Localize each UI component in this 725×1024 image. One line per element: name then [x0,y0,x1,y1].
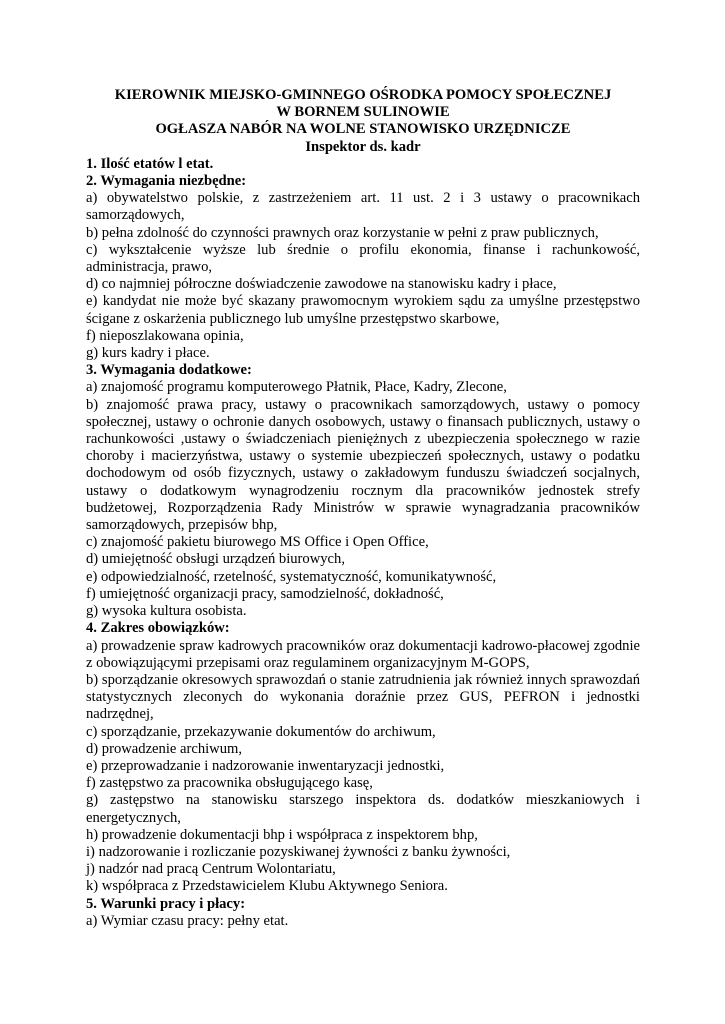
list-item: g) wysoka kultura osobista. [86,603,247,620]
list-item: g) kurs kadry i płace. [86,345,210,362]
list-item: e) odpowiedzialność, rzetelność, systematyczność, komunikatywność, [86,568,497,585]
title-line-announcement: OGŁASZA NABÓR NA WOLNE STANOWISKO URZĘDNICZE [155,121,571,138]
list-item: c) wykształcenie wyższe lub średnie o profilu ekonomia, finanse i rachunkowość, administracja, prawo, [86,241,640,276]
section-heading-positions: 1. Ilość etatów l etat. [86,155,214,172]
list-item: f) umiejętność organizacji pracy, samodzielność, dokładność, [86,585,444,602]
list-item: b) sporządzanie okresowych sprawozdań o stanie zatrudnienia jak również innych sprawozdań statystycznych zleconych do wykonania doraźnie przez GUS, PEFRON i jednostki nadrzędnej, [86,671,640,723]
list-item: g) zastępstwo na stanowisku starszego inspektora ds. dodatków mieszkaniowych i energetycznych, [86,792,640,826]
section-heading-duties: 4. Zakres obowiązków: [86,620,230,637]
title-line-institution: KIEROWNIK MIEJSKO-GMINNEGO OŚRODKA POMOCY SPOŁECZNEJ [114,87,612,103]
list-item: a) prowadzenie spraw kadrowych pracowników oraz dokumentacji kadrowo-płacowej zgodnie z obowiązującymi przepisami oraz regulaminem organizacyjnym M-GOPS, [86,637,640,671]
document-title [86,87,640,156]
list-item: d) co najmniej półroczne doświadczenie zawodowe na stanowisku kadry i płace, [86,276,557,293]
section-heading-conditions: 5. Warunki pracy i płacy: [86,895,246,912]
list-item: c) sporządzanie, przekazywanie dokumentów do archiwum, [86,723,436,740]
list-item: a) Wymiar czasu pracy: pełny etat. [86,912,289,929]
list-item: b) znajomość prawa pracy, ustawy o pracownikach samorządowych, ustawy o pomocy społecznej, ustawy o ochronie danych osobowych, ustawy o finansach publicznych, ustawy o rachunkowości ,ustawy o świadczeniach pieniężnych z ubezpieczenia społecznego w razie choroby i macierzyństwa, ustawy o systemie ubezpieczeń społecznych, ustawy o podatku dochodowym od osób fizycznych, ustawy o zakładowym funduszu świadczeń socjalnych, ustawy o dodatkowym wynagrodzeniu rocznym dla pracowników jednostek strefy budżetowej, Rozporządzenia Rady Ministrów w sprawie wynagradzania pracowników samorządowych, przepisów bhp, [86,396,640,534]
title-line-location: W BORNEM SULINOWIE [276,104,450,121]
list-item: b) pełna zdolność do czynności prawnych oraz korzystanie w pełni z praw publicznych, [86,224,599,241]
list-item: d) umiejętność obsługi urządzeń biurowych, [86,551,345,568]
list-item: f) nieposzlakowana opinia, [86,327,244,344]
list-item: e) kandydat nie może być skazany prawomocnym wyrokiem sądu za umyślne przestępstwo ścigane z oskarżenia publicznego lub umyślne przestępstwo skarbowe, [86,293,640,327]
section-heading-required: 2. Wymagania niezbędne: [86,173,247,190]
list-item: f) zastępstwo za pracownika obsługującego kasę, [86,775,373,792]
list-item: a) znajomość programu komputerowego Płatnik, Płace, Kadry, Zlecone, [86,379,507,396]
list-item: i) nadzorowanie i rozliczanie pozyskiwanej żywności z banku żywności, [86,843,511,860]
list-item: k) współpraca z Przedstawicielem Klubu Aktywnego Seniora. [86,878,448,895]
document-page [86,87,640,930]
list-item: e) przeprowadzanie i nadzorowanie inwentaryzacji jednostki, [86,757,445,774]
list-item: h) prowadzenie dokumentacji bhp i współpraca z inspektorem bhp, [86,826,478,843]
list-item: j) nadzór nad pracą Centrum Wolontariatu, [86,861,336,878]
list-item: c) znajomość pakietu biurowego MS Office i Open Office, [86,534,429,551]
list-item: d) prowadzenie archiwum, [86,740,243,757]
list-item: a) obywatelstwo polskie, z zastrzeżeniem art. 11 ust. 2 i 3 ustawy o pracownikach samorządowych, [86,190,640,224]
title-line-position: Inspektor ds. kadr [305,138,421,155]
section-heading-additional: 3. Wymagania dodatkowe: [86,362,252,379]
